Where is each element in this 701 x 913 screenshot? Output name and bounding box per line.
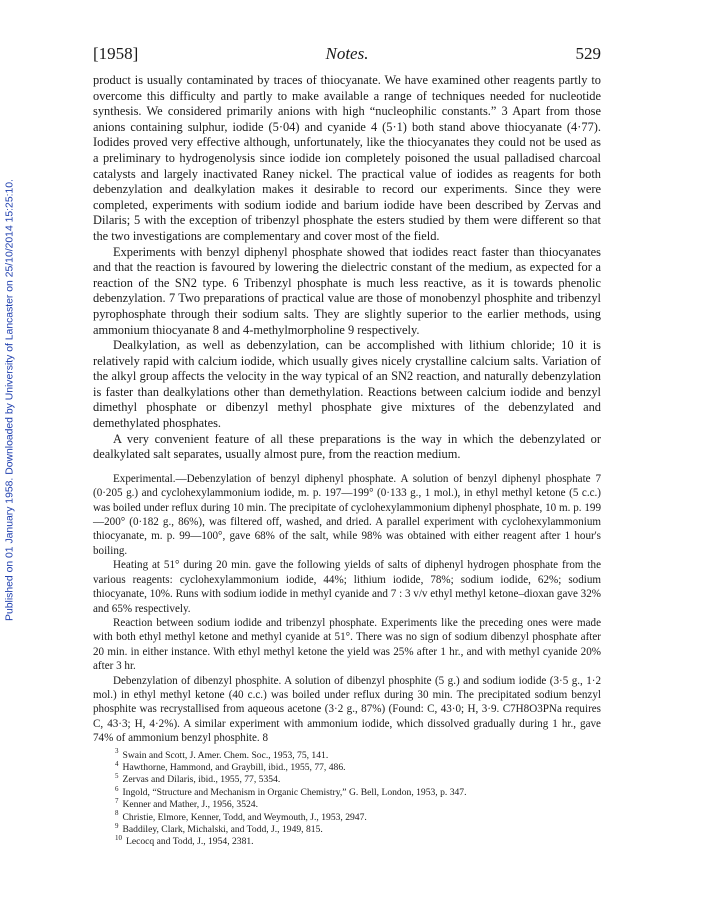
reference-text: Lecocq and Todd, J., 1954, 2381. <box>126 836 254 848</box>
reference-text: Kenner and Mather, J., 1956, 3524. <box>122 799 258 811</box>
reference-number: 9 <box>115 821 119 830</box>
reference-text: Ingold, “Structure and Mechanism in Organic Chemistry,” G. Bell, London, 1953, p. 347. <box>122 786 467 798</box>
reference-item <box>115 759 601 774</box>
reference-number: 10 <box>115 834 122 843</box>
reference-item <box>115 821 601 836</box>
reference-item <box>115 809 601 824</box>
header-section: Notes. <box>325 44 369 63</box>
experimental-paragraph-2: Heating at 51° during 20 min. gave the following yields of salts of diphenyl hydrogen phosphate from the various reagents: cyclohexylammonium iodide, 44%; lithium iodide, 78%; sodium iodide, 62%; sodium thiocyanate, 10%. Runs with sodium iodide in methyl cyanide and 7 : 3 v/v ethyl methyl ketone–dioxan gave 32% and 65% respectively. <box>93 559 601 615</box>
reference-item <box>115 774 601 786</box>
reference-text: Baddiley, Clark, Michalski, and Todd, J., 1949, 815. <box>122 824 323 835</box>
references-list <box>93 747 601 849</box>
paragraph-4: A very convenient feature of all these preparations is the way in which the debenzylated or dealkylated salt separates, usually almost pure, from the reaction medium. <box>93 431 601 462</box>
reference-text: Christie, Elmore, Kenner, Todd, and Weymouth, J., 1953, 2947. <box>122 811 367 823</box>
reference-number: 4 <box>115 759 119 768</box>
header-year: [1958] <box>93 44 139 63</box>
reference-number: 6 <box>115 784 119 793</box>
reference-text: Hawthorne, Hammond, and Graybill, ibid., 1955, 77, 486. <box>122 761 346 773</box>
reference-number: 3 <box>115 747 119 756</box>
page-number: 529 <box>575 44 601 63</box>
experimental-paragraph-1: Experimental.—Debenzylation of benzyl diphenyl phosphate. A solution of benzyl diphenyl phosphate 7 (0·205 g.) and cyclohexylammonium iodide, m. p. 197—199° (0·133 g., 1 mol.), in ethyl methyl ketone (5 c.c.) was boiled under reflux during 10 min. The precipitate of cyclohexylammonium diphenyl phosphate, 10 m. p. 199—200° (0·182 g., 86%), was filtered off, washed, and dried. A parallel experiment with cyclohexylammonium thiocyanate, m. p. 99—100°, gave 68% of the salt, while 98% was obtained with either reagent after 1 hour's boiling. <box>93 472 601 557</box>
article-column <box>93 73 601 849</box>
download-watermark <box>2 120 18 680</box>
reference-text: Swain and Scott, J. Amer. Chem. Soc., 1953, 75, 141. <box>122 749 329 761</box>
paragraph-3: Dealkylation, as well as debenzylation, can be accomplished with lithium chloride; 10 it is relatively rapid with calcium iodide, which usually gives nicely crystalline calcium salts. Variation of the alkyl group affects the velocity in the way typical of an SN2 reaction, and naturally debenzylation is faster than dealkylations other than demethylation. Reactions between calcium iodide and benzyl dimethyl phosphate or dibenzyl methyl phosphate give mixtures of the debenzylated and demethylated phosphates. <box>93 338 601 431</box>
experimental-section <box>93 472 601 746</box>
page-header <box>93 44 601 66</box>
reference-number: 7 <box>115 797 119 805</box>
main-text <box>93 73 601 463</box>
download-watermark-text: Published on 01 January 1958. Downloaded by University of Lancaster on 25/10/2014 15:25:10. <box>4 179 16 621</box>
experimental-paragraph-3: Reaction between sodium iodide and tribenzyl phosphate. Experiments like the preceding ones were made with both ethyl methyl ketone and methyl cyanide at 51°. There was no sign of sodium dibenzyl phosphate after 20 min. in either instance. With ethyl methyl ketone the yield was 25% after 1 hr., and with methyl cyanide 20% after 3 hr. <box>93 616 601 673</box>
reference-item <box>115 747 601 762</box>
paragraph-1: product is usually contaminated by traces of thiocyanate. We have examined other reagents partly to overcome this difficulty and partly to make available a range of techniques needed for nucleotide synthesis. We considered primarily anions with high “nucleophilic constants.” 3 Apart from those anions containing sulphur, iodide (5·04) and cyanide 4 (5·1) both stand above thiocyanate (4·77). Iodides proved very effective although, unfortunately, like the thiocyanates they could not be used as a preliminary to hydrogenolysis since iodide ion completely poisoned the usual palladised charcoal catalysts and largely inactivated Raney nickel. The practical value of iodides as reagents for both debenzylation and dealkylation makes it desirable to record our experiments. Since they were completed, experiments with sodium iodide and barium iodide have been described by Zervas and Dilaris; 5 with the exception of tribenzyl phosphate the esters studied by them were different so that the two investigations are complementary and cover most of the field. <box>93 73 601 243</box>
reference-item <box>115 799 601 811</box>
reference-number: 5 <box>115 772 119 781</box>
reference-item <box>115 784 601 799</box>
reference-item <box>115 836 601 848</box>
reference-number: 8 <box>115 809 119 818</box>
reference-text: Zervas and Dilaris, ibid., 1955, 77, 5354. <box>122 774 281 786</box>
paragraph-2: Experiments with benzyl diphenyl phosphate showed that iodides react faster than thiocyanates and that the reaction is favoured by lowering the dielectric constant of the medium, as expected for a reaction of the SN2 type. 6 Tribenzyl phosphate is much less reactive, as it is towards phenolic debenzylation. 7 Two preparations of practical value are those of monobenzyl phosphite and tribenzyl pyrophosphate through their sodium salts. They are slightly superior to the earlier methods, using ammonium thiocyanate 8 and 4-methylmorpholine 9 respectively. <box>93 244 601 337</box>
experimental-paragraph-4: Debenzylation of dibenzyl phosphite. A solution of dibenzyl phosphite (5 g.) and sodium iodide (3·5 g., 1·2 mol.) in ethyl methyl ketone (40 c.c.) was boiled under reflux during 30 min. The precipitated sodium benzyl phosphite was recrystallised from aqueous acetone (3·2 g., 87%) (Found: C, 43·0; H, 3·9. C7H8O3PNa requires C, 43·3; H, 4·2%). A similar experiment with ammonium iodide, which dissolved gradually during 1 hr., gave 74% of ammonium benzyl phosphite. 8 <box>93 674 601 745</box>
